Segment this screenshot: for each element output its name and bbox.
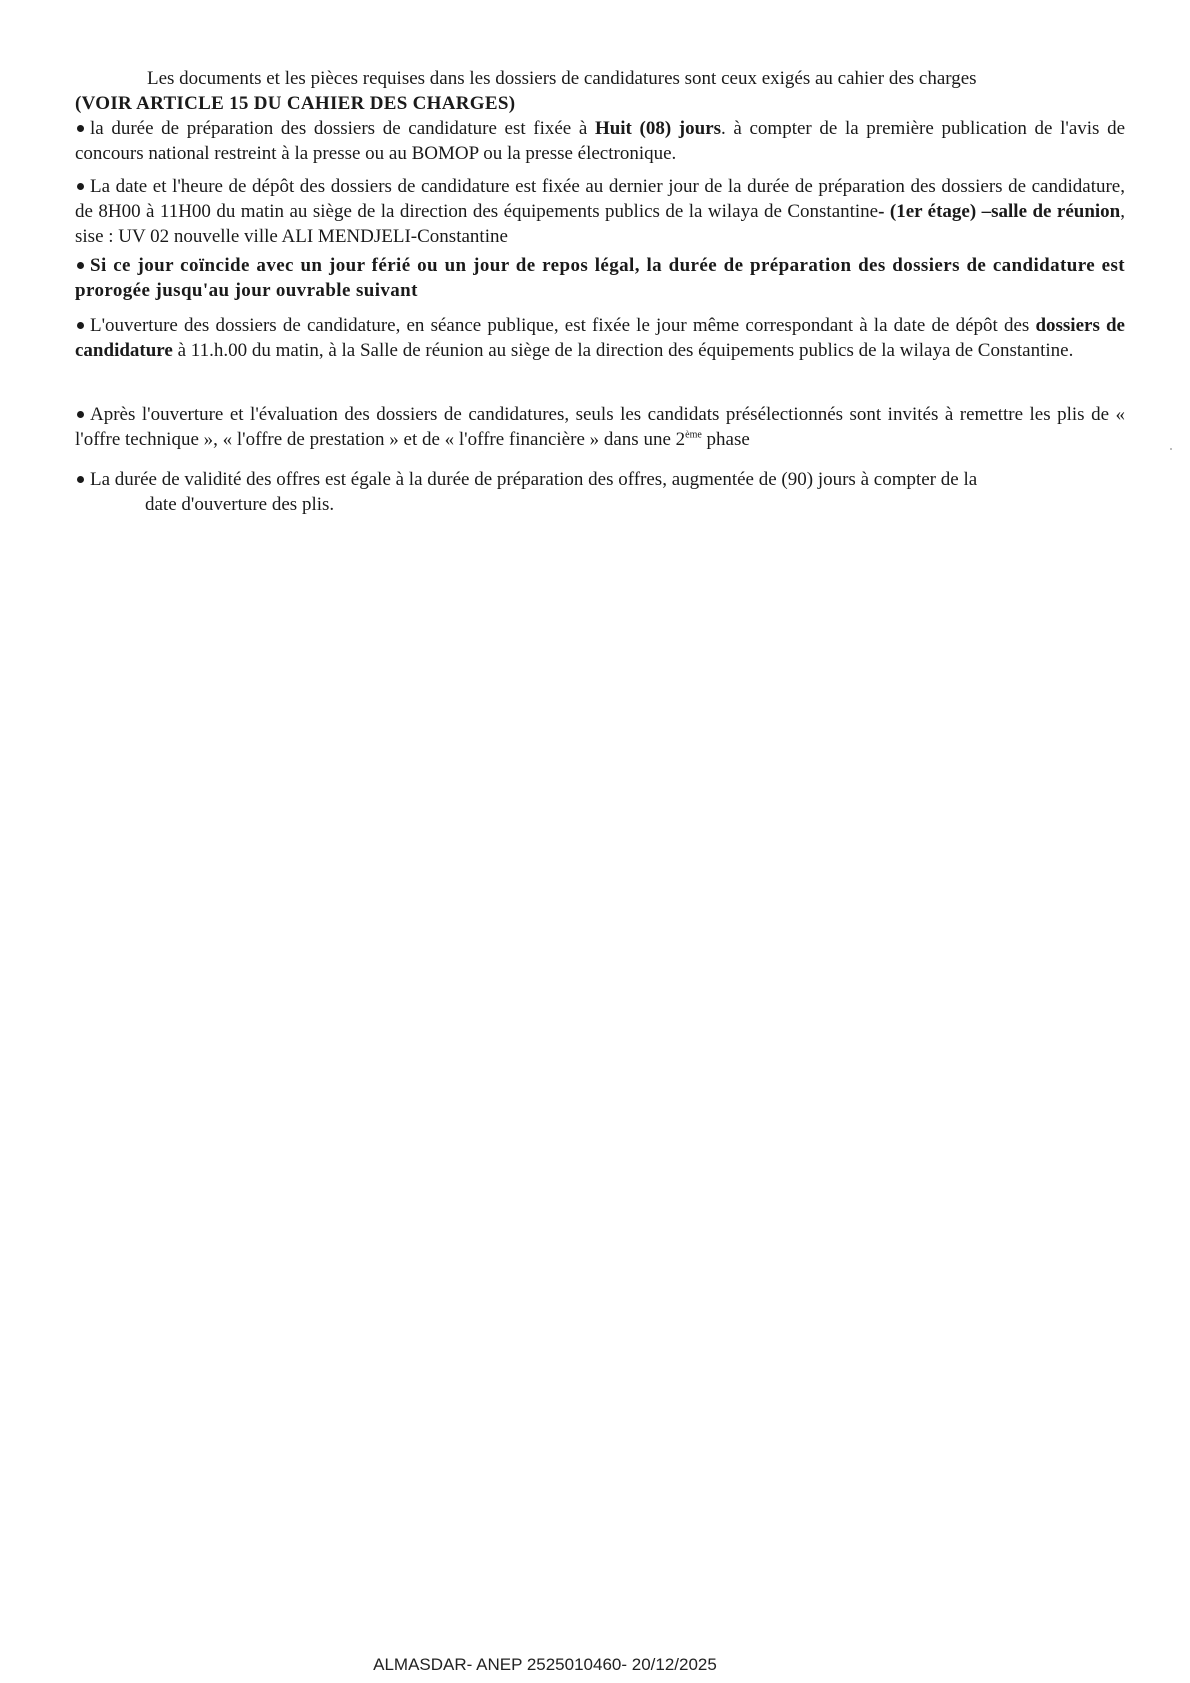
intro-article-reference: (VOIR ARTICLE 15 DU CAHIER DES CHARGES) (75, 93, 516, 114)
intro-text: Les documents et les pièces requises dans les dossiers de candidatures sont ceux exigés au cahier des charges (147, 68, 977, 89)
bullet-6-text-b: date d'ouverture des plis. (145, 494, 335, 515)
bullet-holiday-rule (75, 253, 1125, 303)
bullet-5-superscript: ème (685, 429, 702, 441)
bullet-4-bold: dossiers de candidature (75, 315, 1125, 361)
bullet-1-text-a: la durée de préparation des dossiers de candidature est fixée à (90, 118, 595, 139)
bullet-icon (77, 411, 84, 418)
scan-speck (1170, 448, 1172, 450)
bullet-6-text-a: La durée de validité des offres est égale à la durée de préparation des offres, augmentée de (90) jours à compter de la (90, 469, 978, 490)
bullet-icon (77, 183, 84, 190)
bullet-2-text-a: La date et l'heure de dépôt des dossiers de candidature est fixée au dernier jour de la durée de préparation des dossiers de candidature, de 8H00 à 11H00 du matin au siège de la direction des équipements publics de la wilaya de Constantine (75, 176, 1125, 222)
bullet-1-bold: Huit (08) jours (594, 118, 722, 139)
bullet-1-text-c: . à compter de la première publication de l'avis de concours national restreint à la presse ou au BOMOP ou la presse électronique. (75, 118, 1126, 164)
bullet-opening (75, 313, 1125, 363)
bullet-3-text: Si ce jour coïncide avec un jour férié ou un jour de repos légal, la durée de préparation des dossiers de candidature est prorogée jusqu'au jour ouvrable suivant (75, 255, 1125, 301)
bullet-icon (77, 476, 84, 483)
bullet-preparation-duration (75, 116, 1125, 166)
bullet-deposit-date (75, 174, 1125, 249)
footer-text: ALMASDAR- ANEP 2525010460- 20/12/2025 (373, 1655, 717, 1674)
intro-paragraph (75, 66, 1125, 116)
footer-reference (0, 1652, 1190, 1677)
bullet-2-text-c: , sise : UV 02 nouvelle ville ALI MENDJELI-Constantine (75, 201, 1125, 247)
bullet-4-text-a: L'ouverture des dossiers de candidature, en séance publique, est fixée le jour même correspondant à la date de dépôt des (90, 315, 1036, 336)
bullet-validity (75, 467, 1125, 517)
bullet-icon (77, 125, 84, 132)
bullet-2-bold: - (1er étage) –salle de réunion (878, 201, 1121, 222)
bullet-second-phase (75, 402, 1125, 452)
bullet-4-text-c: à 11.h.00 du matin, à la Salle de réunion au siège de la direction des équipements publics de la wilaya de Constantine. (172, 340, 1074, 361)
bullet-icon (77, 322, 84, 329)
bullet-5-text-c: phase (701, 429, 750, 450)
bullet-5-text-a: Après l'ouverture et l'évaluation des dossiers de candidatures, seuls les candidats présélectionnés sont invités à remettre les plis de « l'offre technique », « l'offre de prestation » et de « l'offre financière » dans une 2 (75, 404, 1125, 450)
bullet-icon (77, 262, 84, 269)
